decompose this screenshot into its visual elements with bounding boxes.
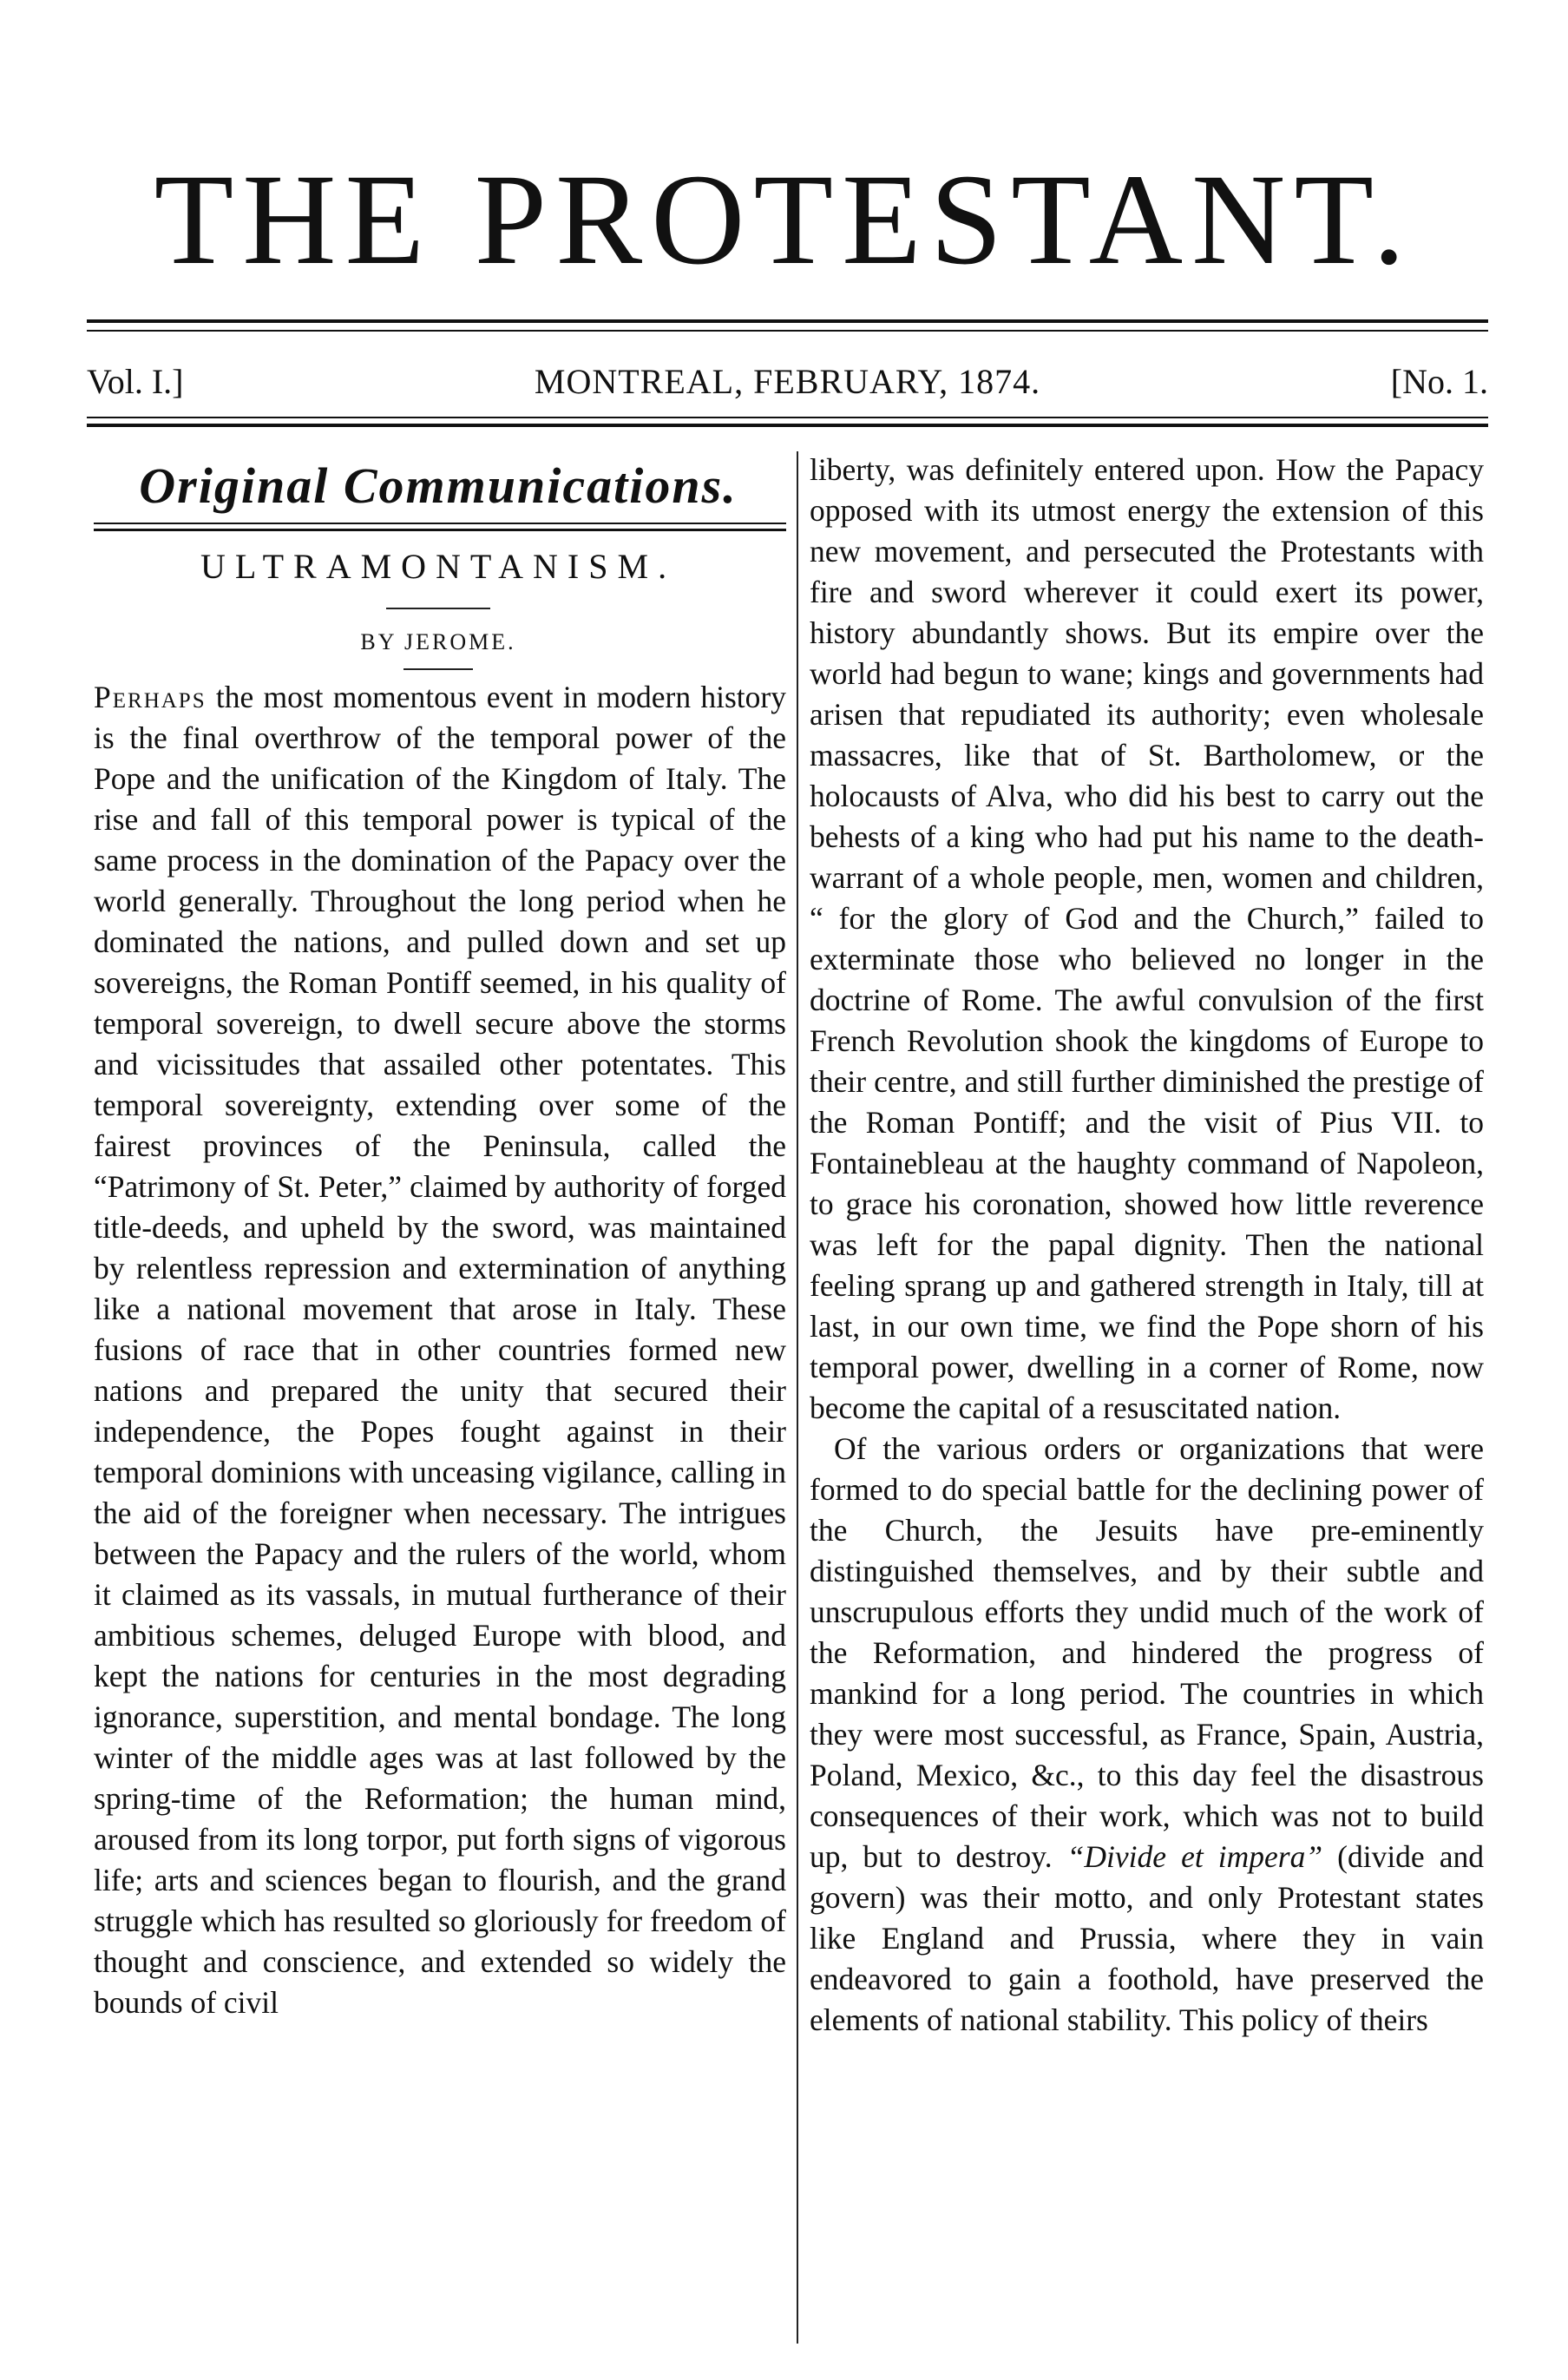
section-rule-thick <box>94 529 786 531</box>
dateline-rule-thin <box>87 417 1488 418</box>
place-date: MONTREAL, FEBRUARY, 1874. <box>534 362 1041 401</box>
volume-label: Vol. I.] <box>87 362 184 401</box>
right-column <box>810 450 1484 2041</box>
paragraph-text: (divide and govern) was their motto, and only Protestant states like England and Prussia, where they in vain endeavored to gain a foothold, have preserved the elements of national stability. This policy of theirs <box>810 1839 1484 2037</box>
issue-number: [No. 1. <box>1390 362 1488 401</box>
dateline-rule-thick <box>87 424 1488 427</box>
article-paragraph <box>810 1429 1484 2041</box>
masthead-rule-thick <box>87 319 1488 323</box>
paragraph-text: Of the various orders or organizations that were formed to do special battle for the declining power of the Church, the Jesuits have pre-eminently distinguished themselves, and by their subtle and unscrupulous efforts they undid much of the work of the Reformation, and hindered the progress of mankind for a long period. The countries in which they were most successful, as France, Spain, Austria, Poland, Mexico, &c., to this day feel the disastrous consequences of their work, which was not to build up, but to destroy. <box>810 1431 1484 1874</box>
byline: BY JEROME. <box>360 629 516 654</box>
lead-word: Perhaps <box>94 680 207 714</box>
left-column <box>94 677 786 2023</box>
masthead-rule-thin <box>87 330 1488 332</box>
section-heading: Original Communications. <box>139 457 738 514</box>
byline-rule <box>403 668 473 670</box>
title-rule <box>386 608 490 609</box>
article-title: ULTRAMONTANISM. <box>200 547 677 586</box>
column-divider <box>797 451 798 2344</box>
masthead-title: THE PROTESTANT. <box>154 148 1414 292</box>
article-paragraph <box>94 677 786 2023</box>
paragraph-text: the most momentous event in modern history is the final overthrow of the temporal power of the Pope and the unification of the Kingdom of Italy. The rise and fall of this temporal power is typical of the same process in the domination of the Papacy over the world generally. Throughout the long period when he dominated the nations, and pulled down and set up sovereigns, the Roman Pontiff seemed, in his quality of temporal sovereign, to dwell secure above the storms and vicissitudes that assailed other potentates. This temporal sovereignty, extending over some of the fairest provinces of the Peninsula, called the “Patrimony of St. Peter,” claimed by authority of forged title-deeds, and upheld by the sword, was maintained by relentless repression and extermination of anything like a national movement that arose in Italy. These fusions of race that in other countries formed new nations and prepared the unity that secured their independence, the Popes fought against in their temporal dominions with unceasing vigilance, calling in the aid of the foreigner when necessary. The intrigues between the Papacy and the rulers of the world, whom it claimed as its vassals, in mutual furtherance of their ambitious schemes, deluged Europe with blood, and kept the nations for centuries in the most degrading ignorance, superstition, and mental bondage. The long winter of the middle ages was at last followed by the spring-time of the Reformation; the human mind, aroused from its long torpor, put forth signs of vigorous life; arts and sciences began to flourish, and the grand struggle which has resulted so gloriously for freedom of thought and conscience, and extended so widely the bounds of civil <box>94 680 786 2020</box>
dateline <box>87 360 1488 404</box>
latin-motto: “Divide et impera” <box>1066 1839 1323 1874</box>
article-paragraph: liberty, was definitely entered upon. How the Papacy opposed with its utmost energy the extension of this new movement, and persecuted the Protestants with fire and sword wherever it could exert its power, history abundantly shows. But its empire over the world had begun to wane; kings and governments had arisen that repudiated its authority; even wholesale massacres, like that of St. Bartholomew, or the holocausts of Alva, who did his best to carry out the behests of a king who had put his name to the death-warrant of a whole people, men, women and children, “ for the glory of God and the Church,” failed to exterminate those who believed no longer in the doctrine of Rome. The awful convulsion of the first French Revolution shook the kingdoms of Europe to their centre, and still further diminished the prestige of the Roman Pontiff; and the visit of Pius VII. to Fontainebleau at the haughty command of Napoleon, to grace his coronation, showed how little reverence was left for the papal dignity. Then the national feeling sprang up and gathered strength in Italy, till at last, in our own time, we find the Pope shorn of his temporal power, dwelling in a corner of Rome, now become the capital of a resuscitated nation. <box>810 452 1484 1425</box>
section-rule-thin <box>94 523 786 524</box>
